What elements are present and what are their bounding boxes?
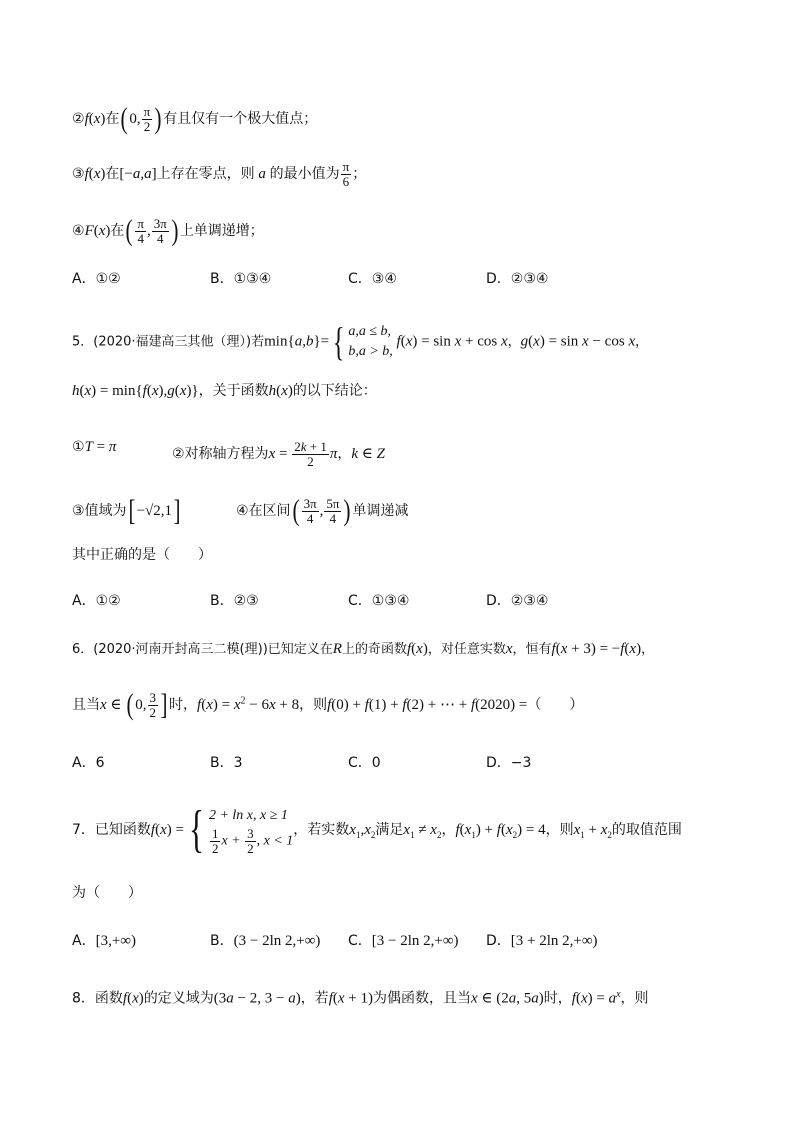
q4-option-a: A．①② [72,271,121,287]
q5-stem-h: h(x) = min{f(x),g(x)}，关于函数h(x)的以下结论： [72,383,377,399]
q6-stem-2: 且当x ∈ ( 0, $\frac{3}{2}$ ] 时，$f(x) = x^2 - 6x + 8$，则f(0) + f(1) + f(2) + ⋯ + f(2020) =（ ） [72,688,584,721]
q6-option-a: A．6 [72,755,105,771]
q6-option-d: D．−3 [486,755,532,771]
q4-option-c: C．③④ [348,271,397,287]
q8-stem: 8．函数f(x)的定义域为(3a − 2, 3 − a)，若f(x + 1)为偶函数，且当x ∈ (2a, 5a)时，$f(x) = a^x$，则 [72,989,649,1007]
q5-option-c: C．①③④ [348,593,410,609]
q4-item-4: ④F(x)在( $\frac{\pi}{4}$ , $\frac{3\pi}{4}$ ) 上单调递增； [72,214,264,247]
q6-stem: 6．(2020·河南开封高三二模(理))已知定义在R上的奇函数f(x)，对任意实数x，恒有f(x + 3) = −f(x)， [72,641,655,657]
q7-stem: 7．已知函数f(x) = { 2 + ln x, x ≥ 1 $\frac{1}{2}$ x + $\frac{3}{2}$ , x < 1 ，若实数$x_1,x_2$满足$x_1 \ne x_2$，$f(x_1) + f(x_2) = 4$，则$x_1 + x_2$的取值范围 [72,801,682,858]
q5-option-a: A．①② [72,593,121,609]
q7-stem-2: 为（ ） [72,885,142,901]
q7-option-a: A．[3,+∞) [72,933,136,949]
q5-conclusion-4: ④在区间( $\frac{3\pi}{4}$ , $\frac{5\pi}{4}$ ) 单调递减 [236,494,409,527]
q7-option-d: D．[3 + 2ln 2,+∞) [486,933,598,949]
q6-option-b: B．3 [210,755,243,771]
q5-stem: 5．(2020·福建高三其他（理）)若min{a,b}= { a,a ≤ b, b,a > b, f(x) = sin x + cos x，g(x) = sin x − cos x， [72,319,649,364]
q5-conclusion-2: ②对称轴方程为x = $\frac{2k + 1}{2}$ π，k ∈ Z [172,439,385,469]
q4-option-b: B．①③④ [210,271,272,287]
q5-ask: 其中正确的是（ ） [72,547,212,563]
q7-option-b: B．(3 − 2ln 2,+∞) [210,933,321,949]
q6-option-c: C．0 [348,755,381,771]
q4-item-3: ③f(x)在[−a,a]上存在零点，则 a 的最小值为 $\frac{\pi}{6}$ ； [72,159,367,189]
circled-2: ② [72,111,85,127]
q5-option-b: B．②③ [210,593,259,609]
q5-conclusion-1: ①T = π [72,439,117,455]
q7-option-c: C．[3 − 2ln 2,+∞) [348,933,459,949]
q5-conclusion-3: ③值域为[ −√2,1] [72,494,181,527]
q4-option-d: D．②③④ [486,271,549,287]
q5-option-d: D．②③④ [486,593,549,609]
q4-item-2: ②f(x)在( 0, $\frac{\pi}{2}$ ) 有且仅有一个极大值点； [72,102,318,135]
